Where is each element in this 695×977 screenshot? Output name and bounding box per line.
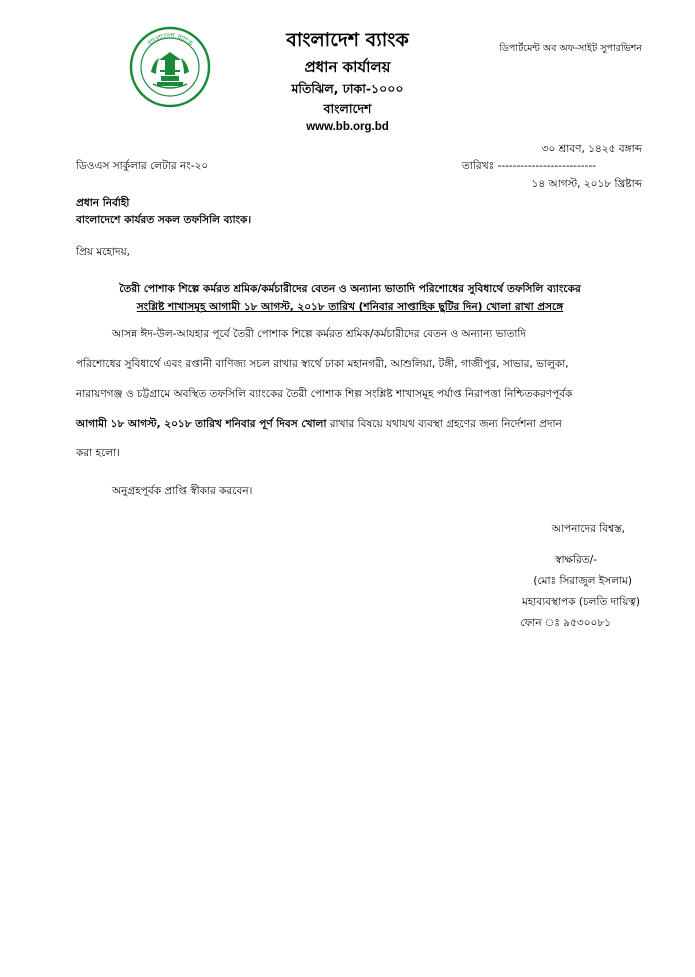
date-english: ১৪ আগস্ট, ২০১৮ খ্রিষ্টাব্দ: [531, 178, 642, 190]
recipient-title: প্রধান নির্বাহী: [76, 197, 130, 209]
department-name: ডিপার্টমেন্ট অব অফ-সাইট সুপারভিশন: [499, 43, 642, 54]
bank-name-heading: বাংলাদেশ ব্যাংক: [286, 29, 409, 51]
signatory-title: মহাব্যবস্থাপক (চলতি দায়িত্ব): [521, 596, 640, 608]
body-line-4: [76, 417, 562, 434]
signature-closing: আপনাদের বিশ্বস্ত,: [551, 523, 625, 535]
subject-line-2-text: সংশ্লিষ্ট শাখাসমূহ আগামী ১৮ আগস্ট, ২০১৮ তারিখ (শনিবার সাপ্তাহিক ছুটির দিন) খোলা রাখা প্রসঙ্গে: [136, 301, 564, 313]
circular-number: ডিওএস সার্কুলার লেটার নং-২০: [76, 160, 209, 172]
date-label: তারিখঃ --------------------------: [462, 160, 597, 172]
body-line-1: আসন্ন ঈদ-উল-আযহার পূর্বে তৈরী পোশাক শিল্পে কর্মরত শ্রমিক/কর্মচারীদের বেতন ও অন্যান্য ভাতাদি: [112, 328, 526, 340]
signatory-name: (মোঃ সিরাজুল ইসলাম): [533, 575, 632, 587]
address-line: মতিঝিল, ঢাকা-১০০০: [291, 81, 404, 96]
subject-line-2: [76, 300, 624, 317]
recipient-address: বাংলাদেশে কার্যরত সকল তফসিলি ব্যাংক।: [76, 214, 252, 226]
body-line-5: করা হলো।: [76, 447, 120, 459]
signature-signed: স্বাক্ষরিত/-: [555, 554, 597, 566]
subject-line-1: তৈরী পোশাক শিল্পে কর্মরত শ্রমিক/কর্মচারীদের বেতন ও অন্যান্য ভাতাদি পরিশোধের সুবিধার্থে তফসিলি ব্যাংকের: [119, 283, 581, 295]
acknowledgement: অনুগ্রহপূর্বক প্রাপ্তি স্বীকার করবেন।: [112, 485, 253, 497]
signatory-phone: ফোন ঃ ৯৫৩০০৮১: [520, 617, 611, 629]
body-line-3: নারায়ণগঞ্জ ও চট্টগ্রামে অবস্থিত তফসিলি ব্যাংকের তৈরী পোশাক শিল্প সংশ্লিষ্ট শাখাসমূহ পর্যাপ্ত নিরাপত্তা নিশ্চিতকরণপূর্বক: [76, 388, 573, 400]
website-link[interactable]: www.bb.org.bd: [306, 121, 389, 133]
country-line: বাংলাদেশ: [323, 101, 372, 116]
body-line-4-rest: রাখার বিষয়ে যথাযথ ব্যবস্থা গ্রহণের জন্য নির্দেশনা প্রদান: [326, 418, 562, 430]
date-bangla: ৩০ শ্রাবণ, ১৪২৫ বঙ্গাব্দ: [541, 143, 642, 155]
body-line-4-bold: আগামী ১৮ আগস্ট, ২০১৮ তারিখ শনিবার পূর্ণ দিবস খোলা: [76, 418, 327, 430]
office-heading: প্রধান কার্যালয়: [304, 58, 391, 76]
body-line-2: পরিশোধের সুবিধার্থে এবং রপ্তানী বাণিজ্য সচল রাখার স্বার্থে ঢাকা মহানগরী, আশুলিয়া, টঙ্গী, গাজীপুর, সাভার, ভালুকা,: [76, 358, 569, 370]
logo-text: বাংলাদেশ ব্যাংক: [145, 31, 195, 48]
salutation: প্রিয় মহোদয়,: [76, 246, 131, 258]
